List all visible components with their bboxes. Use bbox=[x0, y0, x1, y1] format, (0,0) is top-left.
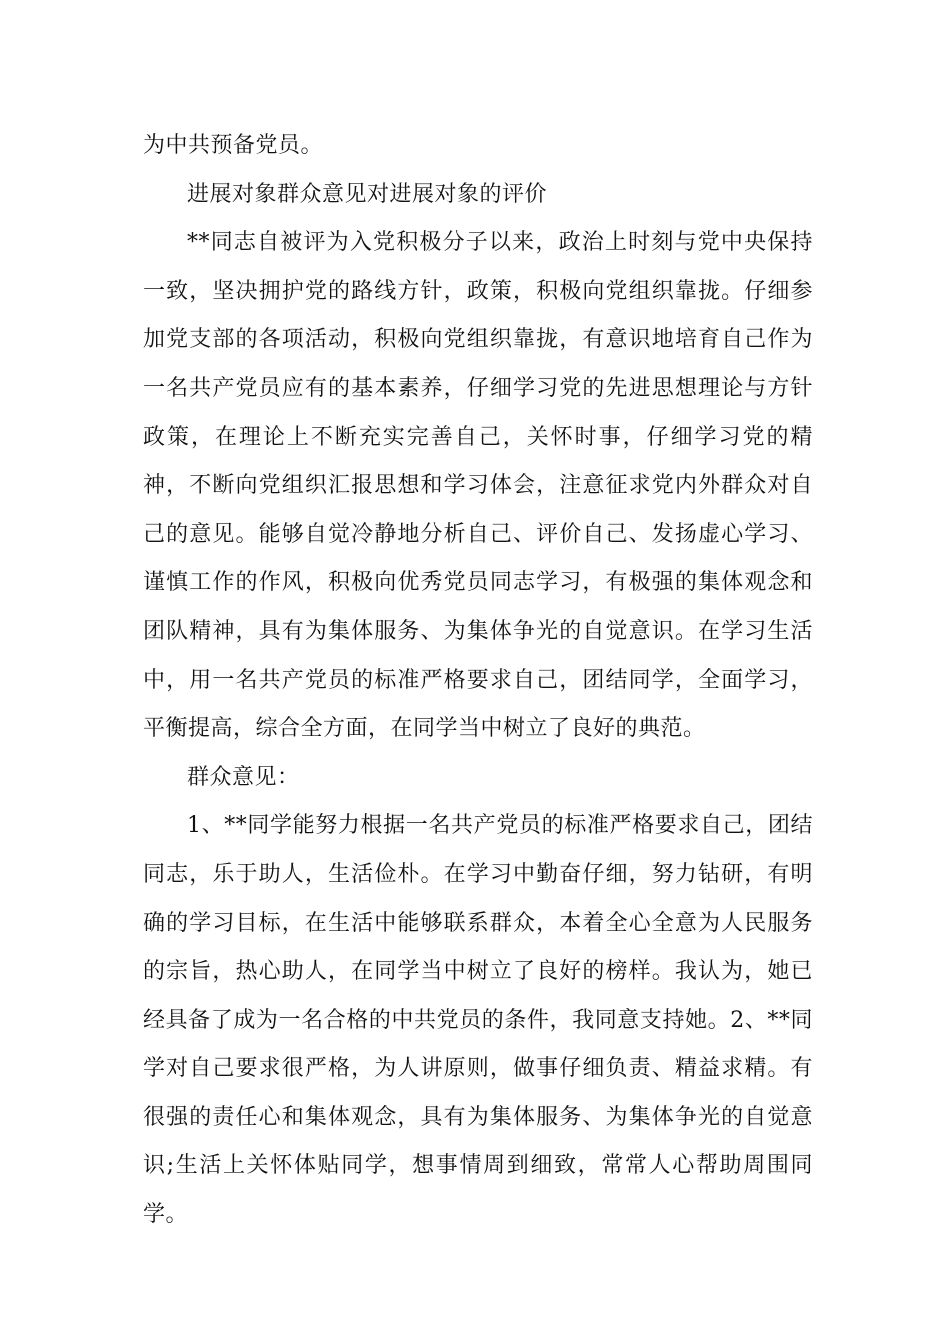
section-heading: 进展对象群众意见对进展对象的评价 bbox=[187, 181, 548, 207]
opinions-heading: 群众意见： bbox=[187, 764, 300, 790]
paragraph-continuation: 为中共预备党员。 bbox=[143, 133, 324, 158]
evaluation-paragraph: **同志自被评为入党积极分子以来，政治上时刻与党中央保持一致，坚决拥护党的路线方针，政策，积极向党组织靠拢。仔细参加党支部的各项活动，积极向党组织靠拢，有意识地培育自己作为一名共产党员应有的基本素养，仔细学习党的先进思想理论与方针政策，在理论上不断充实完善自己，关怀时事，仔细学习党的精神，不断向党组织汇报思想和学习体会，注意征求党内外群众对自己的意见。能够自觉冷静地分析自己、评价自己、发扬虚心学习、谨慎工作的作风，积极向优秀党员同志学习，有极强的集体观念和团队精神，具有为集体服务、为集体争光的自觉意识。在学习生活中，用一名共产党员的标准严格要求自己，团结同学，全面学习，平衡提高，综合全方面，在同学当中树立了良好的典范。 bbox=[143, 230, 813, 742]
opinions-paragraph: 1、**同学能努力根据一名共产党员的标准严格要求自己，团结同志，乐于助人，生活俭朴。在学习中勤奋仔细，努力钻研，有明确的学习目标，在生活中能够联系群众，本着全心全意为人民服务的宗旨，热心助人，在同学当中树立了良好的榜样。我认为，她已经具备了成为一名合格的中共党员的条件，我同意支持她。2、**同学对自己要求很严格，为人讲原则，做事仔细负责、精益求精。有很强的责任心和集体观念，具有为集体服务、为集体争光的自觉意识;生活上关怀体贴同学，想事情周到细致，常常人心帮助周围同学。 bbox=[143, 813, 813, 1228]
document-body bbox=[143, 122, 813, 1240]
